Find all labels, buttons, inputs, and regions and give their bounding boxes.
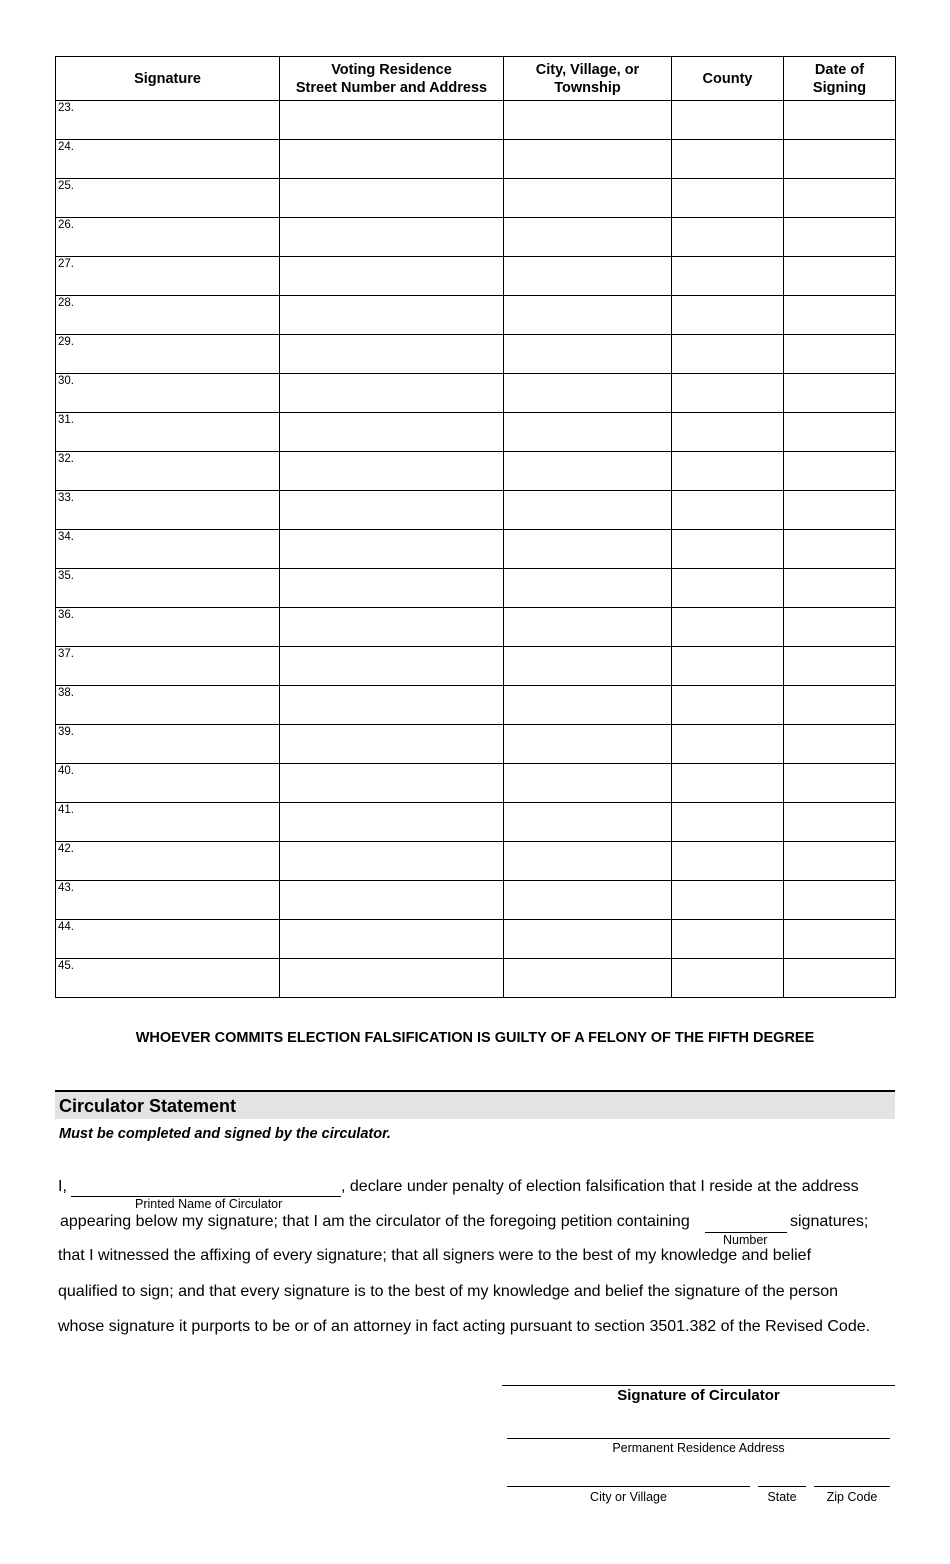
address-cell[interactable] bbox=[280, 803, 504, 842]
row-number: 30. bbox=[58, 375, 74, 387]
table-row bbox=[56, 881, 896, 920]
date-cell[interactable] bbox=[784, 803, 896, 842]
date-cell[interactable] bbox=[784, 101, 896, 140]
row-number: 29. bbox=[58, 336, 74, 348]
signature-cell[interactable] bbox=[56, 959, 280, 998]
statement-line1-end: , declare under penalty of election falsification that I reside at the address bbox=[341, 1178, 859, 1195]
signature-cell[interactable] bbox=[56, 257, 280, 296]
city-cell[interactable] bbox=[504, 881, 672, 920]
date-cell[interactable] bbox=[784, 452, 896, 491]
county-cell[interactable] bbox=[672, 959, 784, 998]
zip-field[interactable] bbox=[814, 1486, 890, 1487]
county-cell[interactable] bbox=[672, 218, 784, 257]
city-cell[interactable] bbox=[504, 959, 672, 998]
row-number: 27. bbox=[58, 258, 74, 270]
row-number: 31. bbox=[58, 414, 74, 426]
row-number: 43. bbox=[58, 882, 74, 894]
date-cell[interactable] bbox=[784, 686, 896, 725]
signature-cell[interactable] bbox=[56, 686, 280, 725]
signature-cell[interactable] bbox=[56, 452, 280, 491]
circulator-statement-title: Circulator Statement bbox=[59, 1096, 237, 1116]
address-cell[interactable] bbox=[280, 530, 504, 569]
county-cell[interactable] bbox=[672, 686, 784, 725]
table-row bbox=[56, 764, 896, 803]
county-cell[interactable] bbox=[672, 647, 784, 686]
city-cell[interactable] bbox=[504, 920, 672, 959]
address-cell[interactable] bbox=[280, 764, 504, 803]
row-number: 37. bbox=[58, 648, 74, 660]
signature-table bbox=[55, 56, 896, 998]
statement-line3: that I witnessed the affixing of every signature; that all signers were to the best of my knowledge and belief bbox=[58, 1247, 812, 1264]
date-cell[interactable] bbox=[784, 374, 896, 413]
felony-warning: WHOEVER COMMITS ELECTION FALSIFICATION IS GUILTY OF A FELONY OF THE FIFTH DEGREE bbox=[135, 1030, 815, 1046]
row-number: 44. bbox=[58, 921, 74, 933]
date-cell[interactable] bbox=[784, 608, 896, 647]
row-number: 36. bbox=[58, 609, 74, 621]
table-row bbox=[56, 140, 896, 179]
residence-address-caption: Permanent Residence Address bbox=[612, 1441, 785, 1455]
date-cell[interactable] bbox=[784, 335, 896, 374]
city-cell[interactable] bbox=[504, 296, 672, 335]
city-cell[interactable] bbox=[504, 452, 672, 491]
signature-cell[interactable] bbox=[56, 842, 280, 881]
county-cell[interactable] bbox=[672, 608, 784, 647]
residence-address-field[interactable] bbox=[507, 1438, 890, 1439]
signature-cell[interactable] bbox=[56, 569, 280, 608]
signature-cell[interactable] bbox=[56, 413, 280, 452]
county-cell[interactable] bbox=[672, 530, 784, 569]
signature-cell[interactable] bbox=[56, 608, 280, 647]
table-row bbox=[56, 530, 896, 569]
date-cell[interactable] bbox=[784, 920, 896, 959]
county-cell[interactable] bbox=[672, 101, 784, 140]
row-number: 34. bbox=[58, 531, 74, 543]
table-row bbox=[56, 803, 896, 842]
city-cell[interactable] bbox=[504, 686, 672, 725]
row-number: 41. bbox=[58, 804, 74, 816]
city-cell[interactable] bbox=[504, 140, 672, 179]
header-signature: Signature bbox=[56, 57, 280, 101]
table-row bbox=[56, 257, 896, 296]
signature-cell[interactable] bbox=[56, 803, 280, 842]
header-date-of-signing: Date of Signing bbox=[784, 57, 896, 101]
state-caption: State bbox=[767, 1490, 797, 1504]
row-number: 45. bbox=[58, 960, 74, 972]
table-row bbox=[56, 686, 896, 725]
date-cell[interactable] bbox=[784, 530, 896, 569]
date-cell[interactable] bbox=[784, 764, 896, 803]
row-number: 33. bbox=[58, 492, 74, 504]
date-cell[interactable] bbox=[784, 725, 896, 764]
table-row bbox=[56, 491, 896, 530]
address-cell[interactable] bbox=[280, 179, 504, 218]
signature-cell[interactable] bbox=[56, 725, 280, 764]
date-cell[interactable] bbox=[784, 179, 896, 218]
signature-cell[interactable] bbox=[56, 491, 280, 530]
signature-cell[interactable] bbox=[56, 218, 280, 257]
signature-cell[interactable] bbox=[56, 530, 280, 569]
row-number: 35. bbox=[58, 570, 74, 582]
city-cell[interactable] bbox=[504, 335, 672, 374]
date-cell[interactable] bbox=[784, 491, 896, 530]
table-row bbox=[56, 842, 896, 881]
address-cell[interactable] bbox=[280, 452, 504, 491]
table-row bbox=[56, 101, 896, 140]
date-cell[interactable] bbox=[784, 842, 896, 881]
city-cell[interactable] bbox=[504, 179, 672, 218]
signature-cell[interactable] bbox=[56, 101, 280, 140]
city-cell[interactable] bbox=[504, 842, 672, 881]
statement-line1-start: I, bbox=[58, 1178, 67, 1195]
address-cell[interactable] bbox=[280, 647, 504, 686]
county-cell[interactable] bbox=[672, 335, 784, 374]
city-cell[interactable] bbox=[504, 257, 672, 296]
table-row bbox=[56, 452, 896, 491]
row-number: 28. bbox=[58, 297, 74, 309]
table-row bbox=[56, 296, 896, 335]
date-cell[interactable] bbox=[784, 647, 896, 686]
row-number: 32. bbox=[58, 453, 74, 465]
address-cell[interactable] bbox=[280, 374, 504, 413]
table-row bbox=[56, 413, 896, 452]
city-cell[interactable] bbox=[504, 803, 672, 842]
county-cell[interactable] bbox=[672, 257, 784, 296]
signature-field[interactable] bbox=[502, 1385, 895, 1386]
signature-of-circulator-label: Signature of Circulator bbox=[617, 1387, 780, 1404]
date-cell[interactable] bbox=[784, 140, 896, 179]
signature-cell[interactable] bbox=[56, 140, 280, 179]
row-number: 25. bbox=[58, 180, 74, 192]
table-row bbox=[56, 608, 896, 647]
city-cell[interactable] bbox=[504, 374, 672, 413]
printed-name-caption: Printed Name of Circulator bbox=[135, 1197, 283, 1211]
circulator-statement-subtitle: Must be completed and signed by the circulator. bbox=[59, 1126, 391, 1142]
table-row bbox=[56, 374, 896, 413]
county-cell[interactable] bbox=[672, 452, 784, 491]
city-cell[interactable] bbox=[504, 647, 672, 686]
address-cell[interactable] bbox=[280, 608, 504, 647]
address-cell[interactable] bbox=[280, 881, 504, 920]
address-cell[interactable] bbox=[280, 335, 504, 374]
signature-cell[interactable] bbox=[56, 920, 280, 959]
signature-cell[interactable] bbox=[56, 881, 280, 920]
header-city-village-township: City, Village, or Township bbox=[504, 57, 672, 101]
date-cell[interactable] bbox=[784, 257, 896, 296]
city-cell[interactable] bbox=[504, 530, 672, 569]
address-cell[interactable] bbox=[280, 920, 504, 959]
city-cell[interactable] bbox=[504, 413, 672, 452]
address-cell[interactable] bbox=[280, 140, 504, 179]
county-cell[interactable] bbox=[672, 374, 784, 413]
city-field[interactable] bbox=[507, 1486, 750, 1487]
address-cell[interactable] bbox=[280, 101, 504, 140]
city-cell[interactable] bbox=[504, 569, 672, 608]
signature-cell[interactable] bbox=[56, 764, 280, 803]
city-cell[interactable] bbox=[504, 725, 672, 764]
county-cell[interactable] bbox=[672, 296, 784, 335]
row-number: 39. bbox=[58, 726, 74, 738]
address-cell[interactable] bbox=[280, 413, 504, 452]
address-cell[interactable] bbox=[280, 569, 504, 608]
circulator-statement-header bbox=[55, 1092, 895, 1119]
table-row bbox=[56, 179, 896, 218]
row-number: 42. bbox=[58, 843, 74, 855]
signature-cell[interactable] bbox=[56, 179, 280, 218]
statement-line2-end: signatures; bbox=[790, 1213, 869, 1230]
county-cell[interactable] bbox=[672, 140, 784, 179]
statement-line4: qualified to sign; and that every signature is to the best of my knowledge and belief the signature of the person bbox=[58, 1283, 839, 1300]
address-cell[interactable] bbox=[280, 959, 504, 998]
table-header-row bbox=[56, 57, 896, 101]
city-caption: City or Village bbox=[590, 1490, 667, 1504]
date-cell[interactable] bbox=[784, 569, 896, 608]
county-cell[interactable] bbox=[672, 569, 784, 608]
signature-cell[interactable] bbox=[56, 296, 280, 335]
county-cell[interactable] bbox=[672, 920, 784, 959]
county-cell[interactable] bbox=[672, 179, 784, 218]
date-cell[interactable] bbox=[784, 881, 896, 920]
city-cell[interactable] bbox=[504, 218, 672, 257]
table-row bbox=[56, 920, 896, 959]
signature-cell[interactable] bbox=[56, 647, 280, 686]
table-row bbox=[56, 959, 896, 998]
row-number: 38. bbox=[58, 687, 74, 699]
address-cell[interactable] bbox=[280, 296, 504, 335]
header-voting-residence: Voting Residence Street Number and Address bbox=[280, 57, 504, 101]
address-cell[interactable] bbox=[280, 257, 504, 296]
table-row bbox=[56, 725, 896, 764]
table-row bbox=[56, 569, 896, 608]
statement-line5: whose signature it purports to be or of an attorney in fact acting pursuant to section 3501.382 of the Revised Code. bbox=[58, 1318, 871, 1335]
signature-cell[interactable] bbox=[56, 374, 280, 413]
county-cell[interactable] bbox=[672, 725, 784, 764]
table-row bbox=[56, 218, 896, 257]
date-cell[interactable] bbox=[784, 413, 896, 452]
table-row bbox=[56, 335, 896, 374]
county-cell[interactable] bbox=[672, 413, 784, 452]
county-cell[interactable] bbox=[672, 842, 784, 881]
address-cell[interactable] bbox=[280, 491, 504, 530]
row-number: 23. bbox=[58, 102, 74, 114]
city-cell[interactable] bbox=[504, 101, 672, 140]
statement-line2-start: appearing below my signature; that I am the circulator of the foregoing petition containing bbox=[60, 1213, 690, 1230]
county-cell[interactable] bbox=[672, 491, 784, 530]
state-field[interactable] bbox=[758, 1486, 806, 1487]
signature-cell[interactable] bbox=[56, 335, 280, 374]
address-cell[interactable] bbox=[280, 686, 504, 725]
row-number: 26. bbox=[58, 219, 74, 231]
row-number: 24. bbox=[58, 141, 74, 153]
number-caption: Number bbox=[723, 1233, 768, 1247]
row-number: 40. bbox=[58, 765, 74, 777]
date-cell[interactable] bbox=[784, 296, 896, 335]
address-cell[interactable] bbox=[280, 842, 504, 881]
date-cell[interactable] bbox=[784, 959, 896, 998]
county-cell[interactable] bbox=[672, 881, 784, 920]
county-cell[interactable] bbox=[672, 803, 784, 842]
date-cell[interactable] bbox=[784, 218, 896, 257]
city-cell[interactable] bbox=[504, 491, 672, 530]
county-cell[interactable] bbox=[672, 764, 784, 803]
address-cell[interactable] bbox=[280, 725, 504, 764]
zip-caption: Zip Code bbox=[826, 1490, 878, 1504]
header-county: County bbox=[672, 57, 784, 101]
city-cell[interactable] bbox=[504, 608, 672, 647]
address-cell[interactable] bbox=[280, 218, 504, 257]
table-row bbox=[56, 647, 896, 686]
city-cell[interactable] bbox=[504, 764, 672, 803]
